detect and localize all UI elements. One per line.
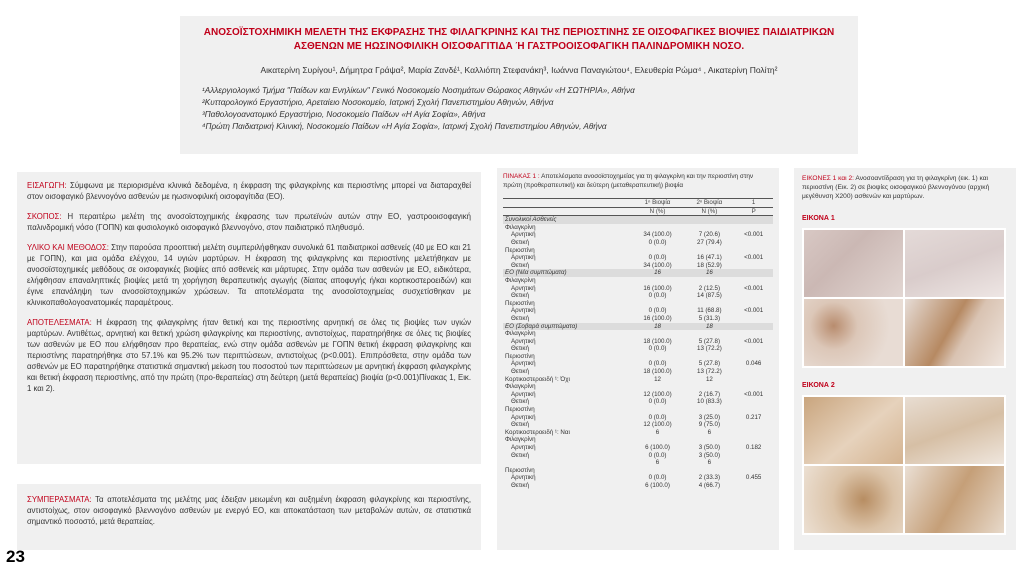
affiliation-1: ¹Αλλεργιολογικό Τμήμα "Παίδων και Ενηλίκων" Γενικό Νοσοκομείο Νοσημάτων Θώρακος Αθηνών «Η ΣΩΤΗΡΙΑ», Αθήνα bbox=[202, 86, 635, 95]
table-cell: 0 (0.0) bbox=[648, 254, 667, 262]
micrograph-image bbox=[905, 397, 1004, 464]
table-row bbox=[503, 285, 773, 293]
table-cell bbox=[734, 406, 773, 414]
table-cell: 0 (0.0) bbox=[648, 360, 667, 368]
table-cell bbox=[685, 224, 735, 232]
table-cell bbox=[734, 300, 773, 308]
table-cell bbox=[685, 277, 735, 285]
table-cell bbox=[734, 421, 773, 429]
table-cell: 2 (16.7) bbox=[698, 390, 721, 398]
table-row bbox=[503, 330, 773, 338]
table-row bbox=[503, 414, 773, 422]
table-cell: Αρνητική bbox=[511, 474, 536, 482]
table-cell: Περιοστίνη bbox=[505, 466, 535, 474]
table-row bbox=[503, 216, 773, 224]
poster-title: ΑΝΟΣΟΪΣΤΟΧΗΜΙΚΗ ΜΕΛΕΤΗ ΤΗΣ ΕΚΦΡΑΣΗΣ ΤΗΣ ΦΙΛΑΓΚΡΙΝΗΣ ΚΑΙ ΤΗΣ ΠΕΡΙΟΣΤΙΝΗΣ ΣΕ ΟΙΣΟΦΑΓΙΚΕΣ ΒΙΟΨΙΕΣ ΠΑΙΔΙΑΤΡΙΚΩΝ ΑΣΘΕΝΩΝ ΜΕ ΗΩΣΙΝΟΦΙΛΙΚΗ ΟΙΣΟΦΑΓΙΤΙΔΑ Ή ΓΑΣΤΡΟΟΙΣΟΦΑΓΙΚΗ ΠΑΛΙΝΔΡΟΜΙΚΗ ΝΟΣΟ. bbox=[203, 27, 835, 52]
table-cell: <0.001 bbox=[744, 254, 764, 262]
table-cell: Αρνητική bbox=[511, 337, 536, 345]
table-cell bbox=[734, 429, 773, 437]
table-cell: 2 (33.3) bbox=[698, 474, 721, 482]
table-cell: Συνολικοί Ασθενείς bbox=[503, 216, 631, 224]
table-cell bbox=[631, 467, 685, 475]
table-cell bbox=[503, 459, 631, 467]
table-cell: 6 bbox=[655, 428, 660, 436]
methods-heading: ΥΛΙΚΟ ΚΑΙ ΜΕΘΟΔΟΣ: bbox=[27, 243, 109, 252]
table-cell: Θετική bbox=[511, 345, 529, 353]
results-heading: ΑΠΟΤΕΛΕΣΜΑΤΑ: bbox=[27, 318, 92, 327]
table-row bbox=[503, 224, 773, 232]
table-row bbox=[503, 247, 773, 255]
figure-2-images bbox=[802, 395, 1006, 535]
table-cell: Αρνητική bbox=[511, 413, 536, 421]
table-cell: <0.001 bbox=[744, 284, 764, 292]
table-cell: Αρνητική bbox=[511, 254, 536, 262]
table-cell: Αρνητική bbox=[511, 284, 536, 292]
table-cell: Θετική bbox=[511, 368, 529, 376]
table-cell: 9 (75.0) bbox=[698, 421, 721, 429]
table-cell: Φιλαγκρίνη bbox=[505, 223, 536, 231]
table-cell: 18 bbox=[631, 323, 685, 331]
table-cell bbox=[685, 330, 735, 338]
slide-number: 23 bbox=[6, 547, 25, 566]
table-cell: 0 (0.0) bbox=[648, 307, 667, 315]
table-cell: Περιοστίνη bbox=[505, 299, 535, 307]
intro-section bbox=[27, 180, 471, 202]
table-cell: 0 (0.0) bbox=[648, 451, 667, 459]
table-subheader-cell: N (%) bbox=[631, 207, 685, 216]
table-cell bbox=[734, 216, 773, 224]
aim-text: Η περαιτέρω μελέτη της ανοσοϊστοχημικής έκφρασης των πρωτεϊνών αυτών στην ΕΟ, γαστροοισοφαγική παλινδρομική νόσο (ΓΟΠΝ) και φυσιολογικό οισοφαγικό βλεννογόνο, στον παιδιατρικό πληθυσμό. bbox=[27, 212, 471, 232]
conclusions-text: Τα αποτελέσματα της μελέτης μας έδειξαν μειωμένη και αυξημένη έκφραση φιλαγκρίνης και περιοστίνης, αντιστοίχως, στον οισοφαγικό βλεννογόνο ασθενών με ενεργό ΕΟ, και αποκατάσταση των μεταβολών αυτών, σε στατιστικά σημαντικό ποσοστό, μετά θεραπείας. bbox=[27, 495, 471, 526]
figures-caption-text: Ανοσοαντίδραση για τη φιλαγκρίνη (εικ. 1) και περιοστίνη (Εικ. 2) σε βιοψίες οισοφαγικού βλεννογόνου (αρχική μεγέθυνση Χ200) ασθενών και μαρτύρων. bbox=[802, 175, 990, 200]
table-cell bbox=[734, 398, 773, 406]
table-cell: 18 (52.9) bbox=[697, 261, 722, 269]
poster-header bbox=[180, 16, 858, 154]
table-header-cell: 1ⁿ Βιοψία bbox=[631, 199, 685, 208]
table-cell: 12 bbox=[705, 375, 713, 383]
table-cell: Θετική bbox=[511, 451, 529, 459]
micrograph-image bbox=[905, 466, 1004, 533]
table-row bbox=[503, 292, 773, 300]
table-row bbox=[503, 421, 773, 429]
table-row bbox=[503, 254, 773, 262]
table-cell bbox=[734, 345, 773, 353]
table-body bbox=[503, 216, 773, 490]
conclusions-section bbox=[27, 494, 471, 527]
table-cell: 5 (27.8) bbox=[698, 360, 721, 368]
table-cell bbox=[631, 216, 685, 224]
table-cell: 6 bbox=[707, 428, 712, 436]
table-cell bbox=[685, 436, 735, 444]
table-cell: 3 (50.0) bbox=[698, 451, 721, 459]
table-cell bbox=[734, 292, 773, 300]
table-header-cell: 1 bbox=[734, 199, 773, 208]
table-cell: 6 bbox=[707, 459, 712, 467]
table-cell: Κορτικοστεροειδή ¹: Ναι bbox=[505, 428, 570, 436]
table-cell: Θετική bbox=[511, 421, 529, 429]
table-cell: 12 bbox=[654, 375, 661, 383]
table-cell: 0.455 bbox=[745, 474, 762, 482]
table-cell: 16 (100.0) bbox=[643, 284, 672, 292]
table-header-cell: 2ⁿ Βιοψία bbox=[685, 199, 735, 208]
table-cell bbox=[685, 300, 735, 308]
table-cell: 10 (83.3) bbox=[697, 398, 722, 406]
table-caption bbox=[503, 172, 773, 190]
table-cell bbox=[734, 353, 773, 361]
figure-2-label: ΕΙΚΟΝΑ 2 bbox=[802, 382, 835, 389]
table-cell: 18 (100.0) bbox=[643, 337, 672, 345]
affiliation-4: ⁴Πρώτη Παιδιατρική Κλινική, Νοσοκομείο Παίδων «Η Αγία Σοφία», Ιατρική Σχολή Πανεπιστημίου Αθηνών, Αθήνα bbox=[202, 122, 607, 131]
micrograph-image bbox=[804, 230, 903, 297]
table-cell: 13 (72.2) bbox=[697, 368, 722, 376]
table-subheader-cell: N (%) bbox=[685, 207, 735, 216]
abstract-panel bbox=[17, 172, 481, 464]
table-cell: 0 (0.0) bbox=[648, 292, 667, 300]
table-cell: Θετική bbox=[511, 481, 529, 489]
table-cell: 0 (0.0) bbox=[648, 398, 667, 406]
table-cell: 4 (66.7) bbox=[698, 481, 721, 489]
table-cell: 0 (0.0) bbox=[648, 474, 667, 482]
table-cell: 0 (0.0) bbox=[648, 413, 667, 421]
affiliation-3: ³Παθολογοανατομικό Εργαστήριο, Νοσοκομείο Παίδων «Η Αγία Σοφία», Αθήνα bbox=[202, 110, 486, 119]
table-cell: Φιλαγκρίνη bbox=[505, 276, 536, 284]
table-cell bbox=[631, 247, 685, 255]
table-cell: <0.001 bbox=[744, 390, 764, 398]
table-cell: ΕΟ (Νέα συμπτώματα) bbox=[503, 269, 631, 277]
table-subheader-cell bbox=[503, 207, 631, 216]
table-cell: Θετική bbox=[511, 238, 529, 246]
table-cell: Κορτικοστεροειδή ¹: Όχι bbox=[505, 375, 570, 383]
table-cell bbox=[734, 467, 773, 475]
authors-line: Αικατερίνη Συρίγου¹, Δήμητρα Γράψα², Μαρία Ζανδέ¹, Καλλιόπη Στεφανάκη³, Ιωάννα Παναγιώτου⁴, Ελευθερία Ρώμα⁴ , Αικατερίνη Πολίτη² bbox=[260, 65, 778, 75]
table-cell bbox=[631, 383, 685, 391]
table-cell bbox=[734, 436, 773, 444]
table-row bbox=[503, 467, 773, 475]
table-cell bbox=[734, 269, 773, 277]
aim-section bbox=[27, 211, 471, 233]
micrograph-image bbox=[905, 230, 1004, 297]
table-cell bbox=[685, 467, 735, 475]
table-cell: 6 (100.0) bbox=[645, 444, 670, 451]
table-cell bbox=[734, 277, 773, 285]
table-row bbox=[503, 353, 773, 361]
table-cell: 13 (72.2) bbox=[697, 345, 722, 353]
table-cell: 0 (0.0) bbox=[648, 238, 667, 246]
table-header-cell bbox=[503, 199, 631, 208]
table-cell bbox=[631, 330, 685, 338]
table-row bbox=[503, 398, 773, 406]
methods-section bbox=[27, 242, 471, 308]
table-cell bbox=[734, 383, 773, 391]
table-cell: Φιλαγκρίνη bbox=[505, 330, 536, 338]
table-row bbox=[503, 383, 773, 391]
micrograph-image bbox=[804, 466, 903, 533]
results-section bbox=[27, 317, 471, 394]
table-cell: 0 (0.0) bbox=[648, 345, 667, 353]
table-caption-label: ΠΙΝΑΚΑΣ 1 : bbox=[503, 173, 540, 180]
table-panel bbox=[497, 168, 779, 550]
table-cell: 16 (100.0) bbox=[643, 314, 672, 322]
table-row bbox=[503, 391, 773, 399]
table-row bbox=[503, 323, 773, 331]
table-cell: 34 (100.0) bbox=[643, 261, 672, 269]
table-row bbox=[503, 459, 773, 467]
conclusions-heading: ΣΥΜΠΕΡΑΣΜΑΤΑ: bbox=[27, 495, 92, 504]
aim-heading: ΣΚΟΠΟΣ: bbox=[27, 212, 62, 221]
table-cell bbox=[685, 383, 735, 391]
table-cell bbox=[631, 277, 685, 285]
table-cell bbox=[685, 216, 735, 224]
table-cell: 0.182 bbox=[745, 444, 762, 451]
figure-1-images bbox=[802, 228, 1006, 368]
table-cell bbox=[631, 300, 685, 308]
table-cell: 0.217 bbox=[745, 413, 762, 421]
table-row bbox=[503, 360, 773, 368]
table-cell bbox=[734, 224, 773, 232]
micrograph-image bbox=[804, 397, 903, 464]
table-row bbox=[503, 345, 773, 353]
table-row bbox=[503, 452, 773, 460]
table-cell bbox=[631, 353, 685, 361]
table-row bbox=[503, 376, 773, 384]
table-cell bbox=[685, 406, 735, 414]
table-cell: 3 (50.0) bbox=[698, 444, 721, 451]
table-row bbox=[503, 277, 773, 285]
table-cell: Θετική bbox=[511, 292, 529, 300]
table-cell bbox=[734, 368, 773, 376]
table-cell: Θετική bbox=[511, 398, 529, 406]
table-row bbox=[503, 300, 773, 308]
table-cell: 16 bbox=[631, 269, 685, 277]
table-cell: 3 (25.0) bbox=[698, 413, 721, 421]
table-row bbox=[503, 406, 773, 414]
methods-text: Στην παρούσα προοπτική μελέτη συμπεριλήφθηκαν συνολικά 61 παιδιατρικοί ασθενείς (40 με ΕΟ και 21 με ΓΟΠΝ), και μια ομάδα ελέγχου, 14 υγιών μαρτύρων. Η έκφραση της φιλαγκρίνης και περιοστίνης μελετήθηκαν με ανοσοϊστοχημικές μεθόδους σε οισοφαγικές βιοψίες από ασθενείς και μάρτυρες. Στην ομάδα των ασθενών με ΕΟ, ειδικότερα, ελήφθησαν επαναληπτικές βιοψίες μετά τη χορήγηση θεραπευτικής αγωγής (δίαιτας αποφυγής ή/και κορτικοστεροειδών) και έγινε επανάληψη των ανοσοϊστοχημικών χρώσεων. Τα αποτελέσματα της ανοσοϊστοχημείας συσχετίσθηκαν με κλινικοπαθολογοανατομικές παραμέτρους. bbox=[27, 243, 471, 307]
table-cell bbox=[734, 323, 773, 331]
table-row bbox=[503, 231, 773, 239]
table-cell: 18 (100.0) bbox=[643, 368, 672, 376]
table-cell: 14 (87.5) bbox=[697, 292, 722, 300]
table-subheader-cell: P bbox=[734, 207, 773, 216]
intro-heading: ΕΙΣΑΓΩΓΗ: bbox=[27, 181, 67, 190]
table-cell bbox=[631, 436, 685, 444]
table-header-row bbox=[503, 199, 773, 208]
table-cell: 7 (20.6) bbox=[698, 231, 721, 239]
table-row bbox=[503, 315, 773, 323]
table-cell bbox=[734, 452, 773, 460]
table-row bbox=[503, 307, 773, 315]
table-cell: Αρνητική bbox=[511, 390, 536, 398]
table-cell bbox=[631, 224, 685, 232]
micrograph-image bbox=[804, 299, 903, 366]
intro-text: Σύμφωνα με περιορισμένα κλινικά δεδομένα, η έκφραση της φιλαγκρίνης και περιοστίνης μπορεί να διαταραχθεί στον οισοφαγικό βλεννογόνο ασθενών με ηωσινοφιλική οισοφαγίτιδα (ΕΟ). bbox=[27, 181, 471, 201]
table-cell bbox=[685, 247, 735, 255]
table-cell: 2 (12.5) bbox=[698, 284, 721, 292]
table-cell bbox=[734, 482, 773, 490]
table-cell: Αρνητική bbox=[511, 231, 536, 239]
table-row bbox=[503, 262, 773, 270]
table-cell bbox=[734, 376, 773, 384]
table-row bbox=[503, 444, 773, 452]
table-cell: 18 bbox=[685, 323, 735, 331]
table-cell: Περιοστίνη bbox=[505, 406, 535, 414]
table-row bbox=[503, 482, 773, 490]
table-cell bbox=[685, 353, 735, 361]
table-cell: 12 (100.0) bbox=[643, 421, 672, 429]
figures-caption bbox=[802, 174, 1008, 201]
table-cell: 27 (79.4) bbox=[697, 238, 722, 246]
table-cell: Περιοστίνη bbox=[505, 352, 535, 360]
figures-caption-label: ΕΙΚΟΝΕΣ 1 και 2: bbox=[802, 175, 854, 182]
table-cell: 16 (47.1) bbox=[697, 254, 722, 262]
table-cell: 6 bbox=[655, 459, 660, 467]
table-cell: 0.046 bbox=[745, 360, 762, 368]
table-cell: Φιλαγκρίνη bbox=[505, 436, 536, 444]
table-cell: Αρνητική bbox=[511, 360, 536, 368]
table-row bbox=[503, 338, 773, 346]
table-row bbox=[503, 436, 773, 444]
table-cell: Φιλαγκρίνη bbox=[505, 383, 536, 391]
table-cell: Περιοστίνη bbox=[505, 246, 535, 254]
table-caption-text: Αποτελέσματα ανοσοϊστοχημείας για τη φιλαγκρίνη και την περιοστίνη στην πρώτη (προθεραπευτική) και δεύτερη (μεταθεραπευτική) βιοψία bbox=[503, 173, 754, 189]
figures-panel bbox=[794, 168, 1016, 550]
table-cell: Θετική bbox=[511, 314, 529, 322]
table-cell: ΕΟ (Σοβαρά συμπτώματα) bbox=[503, 323, 631, 331]
results-table bbox=[503, 198, 773, 490]
table-cell: <0.001 bbox=[744, 307, 764, 315]
table-cell: 11 (68.8) bbox=[697, 307, 722, 315]
table-row bbox=[503, 239, 773, 247]
table-cell: 34 (100.0) bbox=[643, 231, 672, 239]
table-cell: <0.001 bbox=[744, 337, 764, 345]
results-text: Η έκφραση της φιλαγκρίνης ήταν θετική και της περιοστίνης αρνητική σε όλες τις βιοψίες των υγιών μαρτύρων. Αντιθέτως, αρνητική και θετική χρώση φιλαγκρίνης και περιοστίνης, αντιστοίχως, παρατηρήθηκε σε όλες τις βιοψίες των ασθενών με ΕΟ που ελήφθησαν προ θεραπείας, ενώ στην ομάδα ασθενών με ΓΟΠΝ θετική έκφραση φιλαγκρίνης και περιοστίνης παρατηρήθηκε στο 57.1% και 95.2% των περιπτώσεων, αντιστοίχως (p<0.001). Επιπρόσθετα, στην ομάδα των ασθενών με ΕΟ παρατηρήθηκε στατιστικά σημαντική μείωση του ποσοστού των περιπτώσεων με αρνητική έκφραση φιλαγκρίνης και θετική έκφραση περιοστίνης, από την πρώτη (προ-θεραπείας) στη δεύτερη (μετά θεραπείας) βιοψία (p<0.001)Πίνακας 1, Εικ. 1 και 2). bbox=[27, 318, 471, 393]
table-cell bbox=[734, 459, 773, 467]
table-row bbox=[503, 269, 773, 277]
micrograph-image bbox=[905, 299, 1004, 366]
table-cell: 6 (100.0) bbox=[645, 481, 670, 489]
table-cell: 5 (31.3) bbox=[698, 314, 721, 322]
table-cell: Αρνητική bbox=[511, 444, 536, 451]
table-cell: 16 bbox=[685, 269, 735, 277]
table-cell bbox=[734, 330, 773, 338]
table-row bbox=[503, 474, 773, 482]
conclusions-panel bbox=[17, 484, 481, 550]
table-cell: Θετική bbox=[511, 261, 529, 269]
table-cell: <0.001 bbox=[744, 231, 764, 239]
table-cell bbox=[734, 315, 773, 323]
table-subheader-row bbox=[503, 207, 773, 216]
table-cell bbox=[734, 247, 773, 255]
table-cell bbox=[734, 262, 773, 270]
table-cell: Αρνητική bbox=[511, 307, 536, 315]
affiliation-2: ²Κυτταρολογικό Εργαστήριο, Αρεταίειο Νοσοκομείο, Ιατρική Σχολή Πανεπιστημίου Αθηνών, Αθήνα bbox=[202, 98, 554, 107]
table-cell bbox=[631, 406, 685, 414]
table-cell bbox=[734, 239, 773, 247]
table-row bbox=[503, 429, 773, 437]
table-row bbox=[503, 368, 773, 376]
table-cell: 5 (27.8) bbox=[698, 337, 721, 345]
table-cell: 12 (100.0) bbox=[643, 390, 672, 398]
figure-1-label: ΕΙΚΟΝΑ 1 bbox=[802, 215, 835, 222]
affiliations bbox=[192, 85, 846, 133]
